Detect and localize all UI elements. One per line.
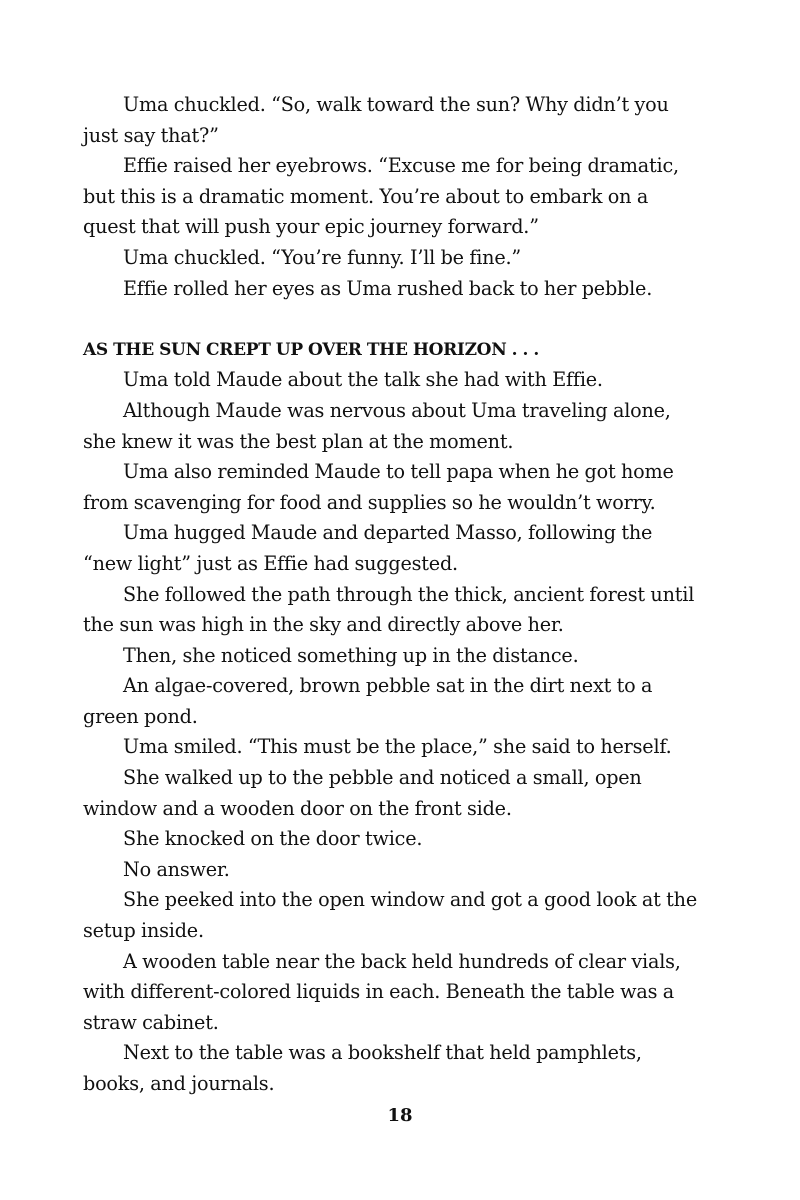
paragraph: Then, she noticed something up in the distance. <box>123 643 579 667</box>
paragraph: She knocked on the door twice. <box>123 827 423 851</box>
paragraph: Uma told Maude about the talk she had with Effie. <box>123 368 603 392</box>
paragraph: She walked up to the pebble and noticed a small, open window and a wooden door on the front side. <box>83 766 642 820</box>
paragraph: Uma also reminded Maude to tell papa when he got home from scavenging for food and supplies so he wouldn’t worry. <box>83 460 674 514</box>
page-number: 18 <box>387 1105 413 1126</box>
paragraph: Next to the table was a bookshelf that held pamphlets, books, and journals. <box>83 1041 642 1095</box>
section-heading: AS THE SUN CREPT UP OVER THE HORIZON . . . <box>83 339 539 360</box>
paragraph: She peeked into the open window and got a good look at the setup inside. <box>83 888 697 943</box>
paragraph: She followed the path through the thick, ancient forest until the sun was high in the sky and directly above her. <box>83 582 695 637</box>
paragraph: Effie rolled her eyes as Uma rushed back to her pebble. <box>123 276 653 300</box>
paragraph: Uma smiled. “This must be the place,” she said to herself. <box>123 735 672 759</box>
paragraph: A wooden table near the back held hundreds of clear vials, with different-colored liquids in each. Beneath the table was a straw cabinet. <box>83 949 681 1034</box>
paragraph: Although Maude was nervous about Uma traveling alone, she knew it was the best plan at the moment. <box>83 398 671 453</box>
paragraph: Effie raised her eyebrows. “Excuse me for being dramatic, but this is a dramatic moment. You’re about to embark on a quest that will push your epic journey forward.” <box>83 154 679 239</box>
paragraph: Uma chuckled. “You’re funny. I’ll be fine.” <box>123 245 521 269</box>
paragraph: An algae-covered, brown pebble sat in the dirt next to a green pond. <box>83 674 653 728</box>
paragraph: No answer. <box>123 857 230 881</box>
book-page <box>83 90 703 1100</box>
paragraph: Uma hugged Maude and departed Masso, following the “new light” just as Effie had suggested. <box>83 521 653 575</box>
paragraph: Uma chuckled. “So, walk toward the sun? Why didn’t you just say that?” <box>83 93 669 147</box>
